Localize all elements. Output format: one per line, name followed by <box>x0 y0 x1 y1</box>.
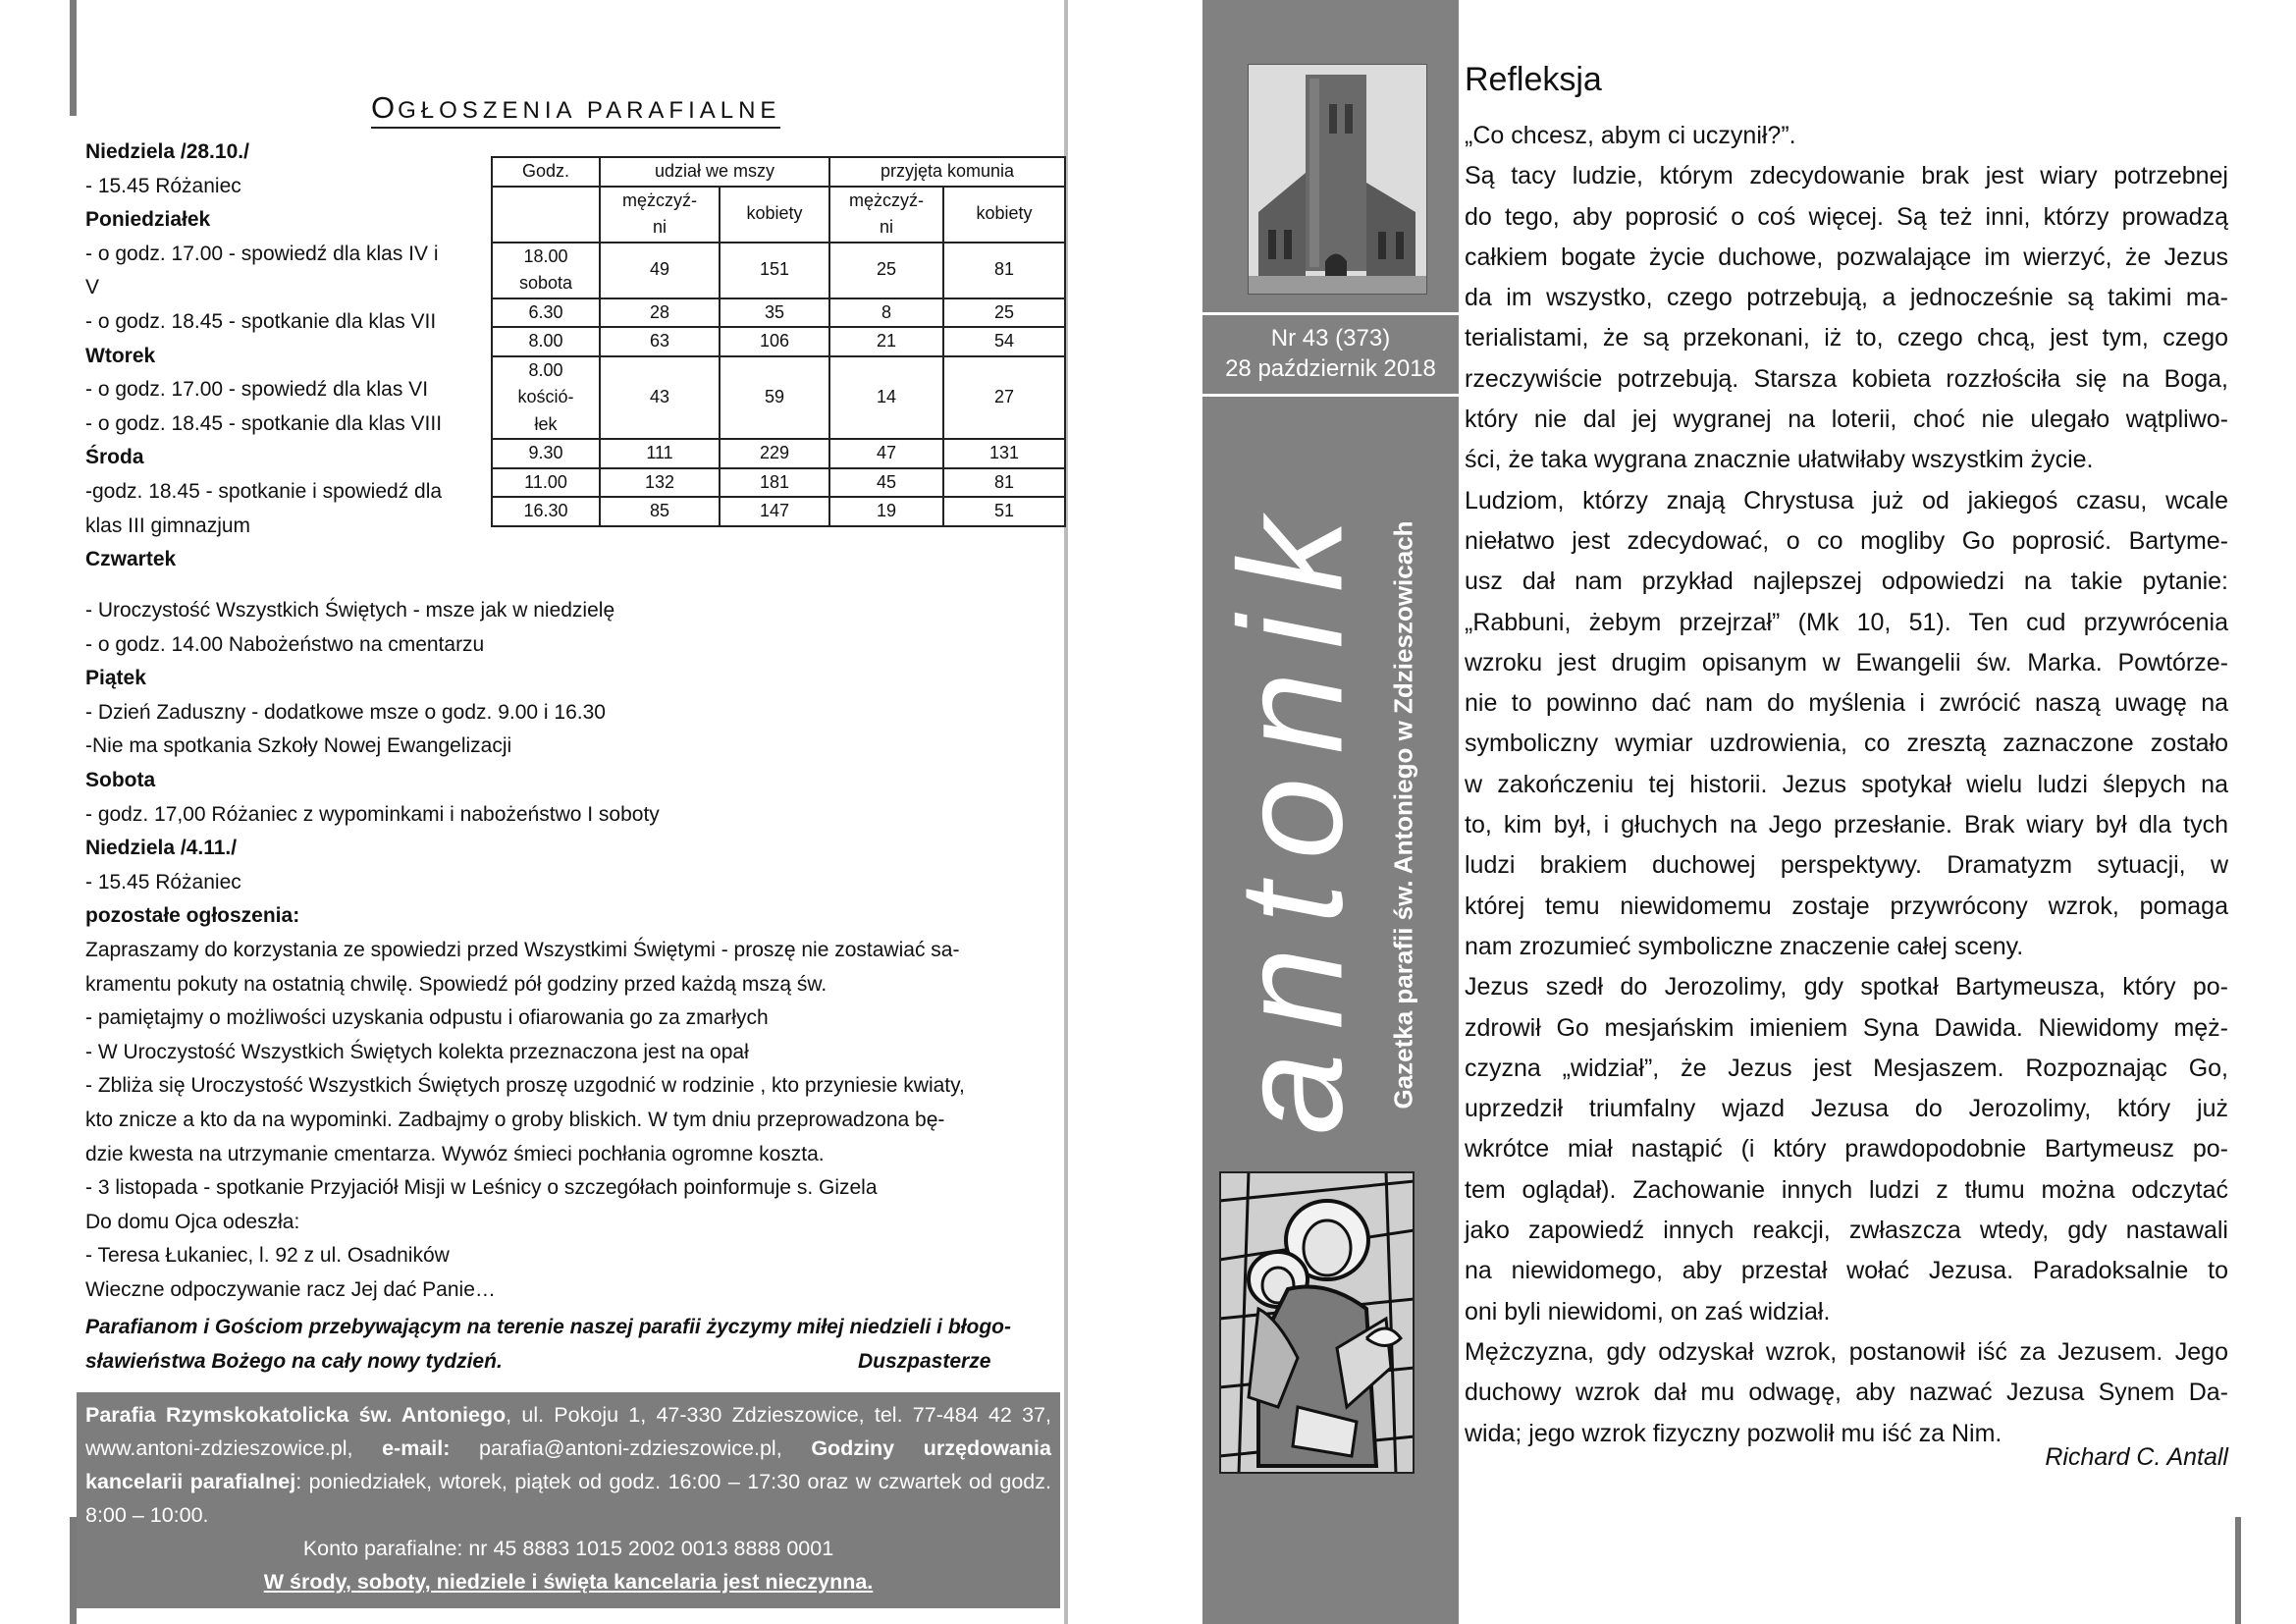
st-anthony-stained-glass-image <box>1219 1171 1415 1474</box>
announcement-line: - godz. 17,00 Różaniec z wypominkami i nabożeństwo I soboty <box>85 802 660 826</box>
table-cell-value: 229 <box>720 439 829 468</box>
day-heading: pozostałe ogłoszenia: <box>85 904 300 928</box>
table-header-empty <box>492 187 600 243</box>
parish-contact-box <box>77 1392 1060 1608</box>
article-line: nie to powinno dać nam do myślenia i zwrócić naszą uwagę na <box>1465 689 2228 718</box>
article-line: na niewidomego, aby przestał wołać Jezusa. Paradoksalnie to <box>1465 1257 2228 1285</box>
table-cell-time: 18.00 sobota <box>492 243 600 298</box>
announcement-line: - pamiętajmy o możliwości uzyskania odpustu i ofiarowania go za zmarłych <box>85 1006 769 1030</box>
table-cell-time: 9.30 <box>492 439 600 468</box>
table-header-attendance: udział we mszy <box>600 157 829 187</box>
issue-number: Nr 43 (373) <box>1270 325 1391 352</box>
table-cell-time: 6.30 <box>492 298 600 328</box>
announcement-line: - 3 listopada - spotkanie Przyjaciół Misji w Leśnicy o szczegółach poinformuje s. Gizela <box>85 1176 878 1200</box>
article-line: rzeczywiście potrzebują. Starsza kobieta rozzłościła się na Boga, <box>1465 364 2228 393</box>
email-label: e-mail: <box>382 1436 451 1460</box>
article-line: Jezus szedł do Jerozolimy, gdy spotkał Bartymeusza, który po- <box>1465 973 2228 1001</box>
table-cell-value: 132 <box>600 468 720 498</box>
table-cell-time: 16.30 <box>492 497 600 526</box>
day-heading: Środa <box>85 446 144 469</box>
table-cell-value: 106 <box>720 327 829 356</box>
table-row <box>492 468 1065 498</box>
table-cell-value: 14 <box>829 356 943 440</box>
day-heading: Niedziela /4.11./ <box>85 837 238 860</box>
table-cell-value: 45 <box>829 468 943 498</box>
table-header-time: Godz. <box>492 157 600 187</box>
article-line: Mężczyzna, gdy odzyskał wzrok, postanowił iść za Jezusem. Jego <box>1465 1337 2228 1366</box>
church-illustration <box>1249 65 1426 294</box>
article-line: w zakończeniu tej historii. Jezus spotykał wielu ludzi ślepych na <box>1465 770 2228 798</box>
announcement-line: - Uroczystość Wszystkich Świętych - msze jak w niedzielę <box>85 599 615 622</box>
article-line: który nie dal jej wygranej na loterii, choć nie ulegało wątpliwo- <box>1465 406 2228 434</box>
article-line: tem oglądał). Zachowanie innych ludzi z tłumu można odczytać <box>1465 1175 2228 1204</box>
table-row <box>492 327 1065 356</box>
table-cell-value: 151 <box>720 243 829 298</box>
announcement-line: klas III gimnazjum <box>85 514 251 537</box>
day-heading: Poniedziałek <box>85 208 211 232</box>
table-row <box>492 439 1065 468</box>
table-header-communion: przyjęta komunia <box>829 157 1065 187</box>
announcements-continued <box>85 594 1057 1307</box>
article-body <box>1465 116 2228 1454</box>
announcement-line: dzie kwesta na utrzymanie cmentarza. Wywóz śmieci pochłania ogromne koszta. <box>85 1142 825 1165</box>
table-cell-value: 28 <box>600 298 720 328</box>
article-title: Refleksja <box>1465 61 1602 98</box>
wish-line: sławieństwa Bożego na cały nowy tydzień. <box>85 1349 503 1373</box>
article-line: usz dał nam przykład najlepszej odpowiedzi na takie pytanie: <box>1465 568 2228 596</box>
announcements-title-initial: O <box>371 90 399 125</box>
announcement-line: Wieczne odpoczywanie racz Jej dać Panie… <box>85 1277 496 1301</box>
masthead-subtitle-text: Gazetka parafii św. Antoniego w Zdzieszowicach <box>1388 520 1418 1110</box>
table-cell-value: 181 <box>720 468 829 498</box>
mass-attendance-table <box>491 156 1066 527</box>
day-heading: Piątek <box>85 667 146 690</box>
article-line: nam zrozumieć symboliczne znaczenie całej sceny. <box>1465 932 2024 960</box>
announcement-line: - 15.45 Różaniec <box>85 870 241 893</box>
announcement-line: - o godz. 18.45 - spotkanie dla klas VII <box>85 309 437 333</box>
left-top-rule <box>70 0 77 116</box>
table-cell-value: 35 <box>720 298 829 328</box>
article-line: wkrótce miał nastąpić (i który prawdopodobnie Bartymeusz po- <box>1465 1135 2228 1164</box>
table-header-women: kobiety <box>943 187 1065 243</box>
church-photo <box>1248 64 1427 295</box>
table-body <box>492 243 1065 526</box>
article-line: wzroku jest drugim opisanym w Ewangelii św. Marka. Powtórze- <box>1465 648 2228 677</box>
day-heading: Niedziela /28.10./ <box>85 140 249 163</box>
announcements-title-rest: GŁOSZENIA PARAFIALNE <box>398 97 781 124</box>
article-line: całkiem bogate życie duchowe, pozwalające im wierzyć, że Jezus <box>1465 243 2228 271</box>
article-line: symboliczny wymiar uzdrowienia, co zresztą zaznaczone zostało <box>1465 730 2228 758</box>
table-cell-value: 8 <box>829 298 943 328</box>
stained-glass-illustration <box>1219 1171 1415 1474</box>
table-header-men: mężczyź- ni <box>600 187 720 243</box>
issue-info <box>1202 312 1459 397</box>
article-line: wida; jego wzrok fizyczny pozwolił mu iść za Nim. <box>1465 1419 2002 1447</box>
article-line: ludzi brakiem duchowej perspektywy. Dramatyzm sytuacji, w <box>1465 851 2228 880</box>
article-line: czyzna „widział”, że Jezus jest Mesjaszem. Rozpoznając Go, <box>1465 1054 2228 1082</box>
announcement-line: - o godz. 17.00 - spowiedź dla klas VI <box>85 378 429 402</box>
table-cell-value: 63 <box>600 327 720 356</box>
announcement-line: -Nie ma spotkania Szkoły Nowej Ewangelizacji <box>85 734 512 758</box>
table-cell-value: 131 <box>943 439 1065 468</box>
table-cell-value: 25 <box>943 298 1065 328</box>
wish-line: Parafianom i Gościom przebywającym na terenie naszej parafii życzymy miłej niedzieli i błogo- <box>85 1316 1011 1338</box>
office-hours: : poniedziałek, wtorek, piątek od godz. 16:00 – 17:30 oraz w czwartek od godz. 8:00 – 10:00. <box>85 1470 1051 1527</box>
table-row <box>492 497 1065 526</box>
table-cell-value: 59 <box>720 356 829 440</box>
article-line: jako zapowiedź innych reakcji, zwłaszcza wtedy, gdy nastawali <box>1465 1217 2228 1245</box>
article-line: da im wszystko, czego potrzebują, a jednocześnie są takimi ma- <box>1465 284 2228 312</box>
announcement-line: - 15.45 Różaniec <box>85 174 241 197</box>
day-heading: Czwartek <box>85 548 177 571</box>
table-cell-value: 43 <box>600 356 720 440</box>
table-cell-value: 25 <box>829 243 943 298</box>
table-cell-value: 81 <box>943 468 1065 498</box>
office-closed-note: W środy, soboty, niedziele i święta kancelaria jest nieczynna. <box>263 1570 874 1594</box>
article-line: „Co chcesz, abym ci uczynił?”. <box>1465 122 1796 149</box>
announcement-line: - W Uroczystość Wszystkich Świętych kolekta przeznaczona jest na opał <box>85 1040 749 1063</box>
day-heading: Sobota <box>85 768 156 791</box>
table-cell-value: 54 <box>943 327 1065 356</box>
article-line: Są tacy ludzie, którym zdecydowanie brak jest wiary potrzebnej <box>1465 162 2228 190</box>
table-row <box>492 298 1065 328</box>
announcement-line: -godz. 18.45 - spotkanie i spowiedź dla <box>85 479 443 503</box>
masthead-subtitle <box>1379 471 1428 1159</box>
table-cell-value: 147 <box>720 497 829 526</box>
day-heading: Wtorek <box>85 344 156 367</box>
announcement-line: V <box>85 276 100 299</box>
table-header-women: kobiety <box>720 187 829 243</box>
article-line: do tego, aby poprosić o coś więcej. Są też inni, którzy prowadzą <box>1465 202 2228 231</box>
wish-block <box>85 1311 1057 1379</box>
email-link[interactable]: parafia@antoni-zdzieszowice.pl, <box>450 1436 782 1460</box>
article-line: niełatwo jest zdecydować, o co mogliby Go poprosić. Bartyme- <box>1465 526 2228 555</box>
announcement-line: - Teresa Łukaniec, l. 92 z ul. Osadników <box>85 1244 450 1268</box>
table-cell-value: 111 <box>600 439 720 468</box>
office-hours-label: Godziny urzędowania kancelarii parafialnej <box>85 1436 1051 1493</box>
announcements-title <box>371 90 780 129</box>
article-line: zdrowił Go mesjańskim imieniem Syna Dawida. Niewidomy męż- <box>1465 1013 2228 1042</box>
table-cell-value: 85 <box>600 497 720 526</box>
table-cell-time: 8.00 kośció- łek <box>492 356 600 440</box>
table-cell-value: 51 <box>943 497 1065 526</box>
article-line: której temu niewidomemu zostaje przywrócony wzrok, pomaga <box>1465 892 2228 920</box>
left-bottom-rule <box>70 1517 77 1624</box>
issue-date: 28 październik 2018 <box>1225 355 1436 382</box>
article-line: „Rabbuni, żebym przejrzał” (Mk 10, 51). Ten cud przywrócenia <box>1465 608 2228 636</box>
bank-account: Konto parafialne: nr 45 8883 1015 2002 0013 8888 0001 <box>302 1537 834 1560</box>
table-row <box>492 356 1065 440</box>
table-cell-value: 81 <box>943 243 1065 298</box>
announcement-line: - o godz. 18.45 - spotkanie dla klas VIII <box>85 411 443 435</box>
announcement-line: - o godz. 14.00 Nabożeństwo na cmentarzu <box>85 632 485 656</box>
announcement-line: kramentu pokuty na ostatnią chwilę. Spowiedź pół godziny przed każdą mszą św. <box>85 972 828 996</box>
table-cell-value: 47 <box>829 439 943 468</box>
table-cell-value: 21 <box>829 327 943 356</box>
weekly-schedule <box>85 135 478 577</box>
table-cell-value: 49 <box>600 243 720 298</box>
article-author: Richard C. Antall <box>2045 1443 2228 1471</box>
announcement-line: Zapraszamy do korzystania ze spowiedzi przed Wszystkimi Świętymi - proszę nie zostawiać sa- <box>85 938 960 961</box>
signature: Duszpasterze <box>858 1349 991 1373</box>
masthead-title-text: antonik <box>1207 495 1373 1135</box>
announcement-line: - Zbliża się Uroczystość Wszystkich Świętych proszę uzgodnić w rodzinie , kto przyniesie kwiaty, <box>85 1074 965 1098</box>
parish-address: , ul. Pokoju 1, 47-330 Zdzieszowice, tel. 77-484 42 37, www.antoni-zdzieszowice.pl, <box>85 1403 1051 1460</box>
article-line: ści, że taka wygrana znacznie ułatwiłaby wszystkim życie. <box>1465 446 2094 474</box>
announcement-line: kto znicze a kto da na wypominki. Zadbajmy o groby bliskich. W tym dniu przeprowadzona bę- <box>85 1108 945 1131</box>
article-line: oni byli niewidomi, on zaś widział. <box>1465 1297 1831 1326</box>
table-header-men: mężczyź- ni <box>829 187 943 243</box>
table-cell-value: 19 <box>829 497 943 526</box>
masthead-title <box>1193 471 1389 1159</box>
announcement-line: - o godz. 17.00 - spowiedź dla klas IV i <box>85 242 439 265</box>
table-cell-value: 27 <box>943 356 1065 440</box>
article-line: Ludziom, którzy znają Chrystusa już od jakiegoś czasu, wcale <box>1465 486 2228 514</box>
announcement-line: Do domu Ojca odeszła: <box>85 1210 300 1233</box>
article-line: terialistami, że są przekonani, iż to, czego chcą, jest tym, czego <box>1465 324 2228 352</box>
table-cell-time: 11.00 <box>492 468 600 498</box>
announcement-line: - Dzień Zaduszny - dodatkowe msze o godz. 9.00 i 16.30 <box>85 700 606 724</box>
right-bottom-rule <box>2235 1517 2241 1624</box>
table-row <box>492 243 1065 298</box>
article-line: duchowy wzrok dał mu odwagę, aby nazwać Jezusa Synem Da- <box>1465 1379 2228 1407</box>
article-line: uprzedził triumfalny wjazd Jezusa do Jerozolimy, który już <box>1465 1095 2228 1123</box>
table-cell-time: 8.00 <box>492 327 600 356</box>
parish-name: Parafia Rzymskokatolicka św. Antoniego <box>85 1403 507 1427</box>
article-line: to, kim był, i głuchych na Jego przesłanie. Brak wiary był dla tych <box>1465 811 2228 839</box>
